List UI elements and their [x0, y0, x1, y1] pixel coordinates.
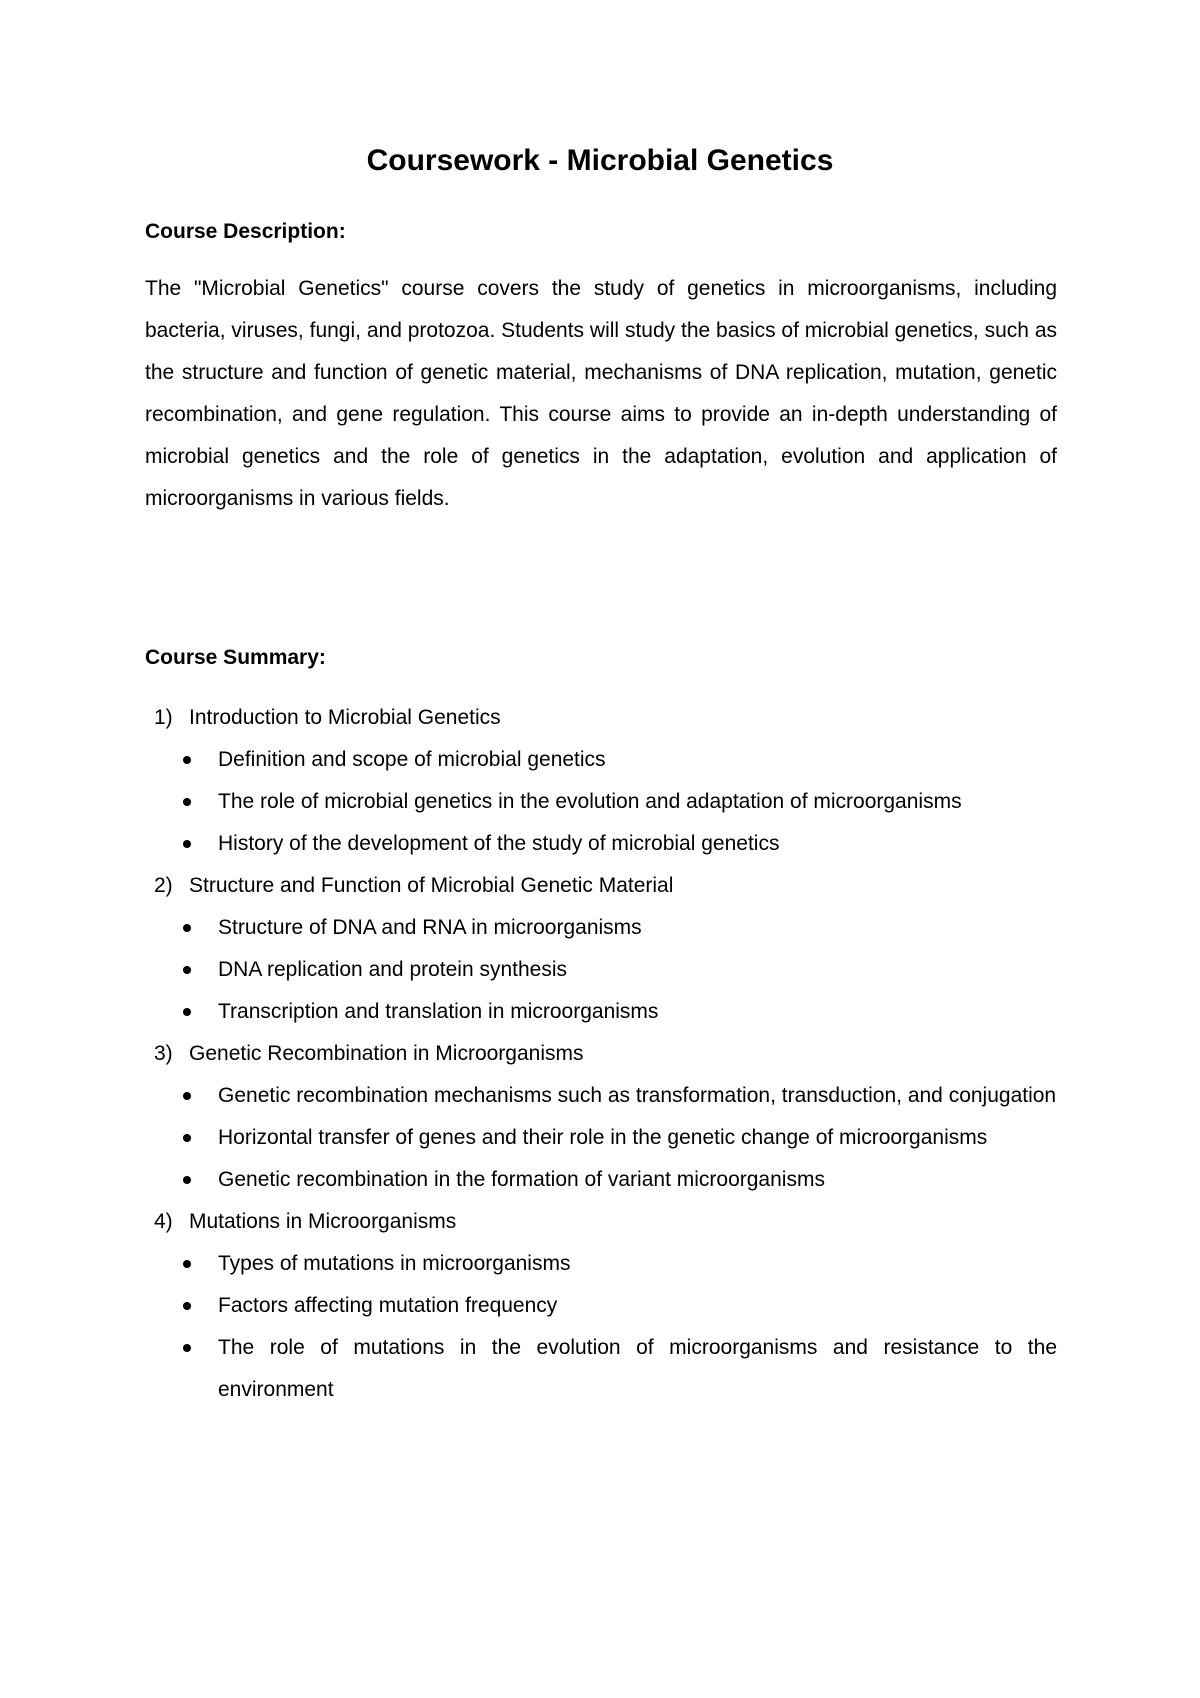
- summary-section-4: [0, 1201, 1200, 1411]
- topic-text: The role of mutations in the evolution of microorganisms and resistance to the environment: [218, 1336, 1057, 1401]
- course-description-text: The "Microbial Genetics" course covers the study of genetics in microorganisms, including bacteria, viruses, fungi, and protozoa. Students will study the basics of microbial genetics, such as the structure and function of genetic material, mechanisms of DNA replication, mutation, genetic recombination, and gene regulation. This course aims to provide an in-depth understanding of microbial genetics and the role of genetics in the adaptation, evolution and application of microorganisms in various fields.: [145, 277, 1057, 510]
- topic-item: [0, 781, 1057, 823]
- section-title: Mutations in Microorganisms: [189, 1210, 457, 1233]
- section-title-row: [0, 1201, 1057, 1243]
- course-description-heading: Course Description:: [145, 220, 346, 243]
- bullet-icon: [183, 798, 191, 806]
- topic-text: History of the development of the study of microbial genetics: [218, 832, 780, 855]
- section-number: 2): [154, 874, 173, 897]
- topic-item: [0, 1285, 1057, 1327]
- section-title: Introduction to Microbial Genetics: [189, 706, 501, 729]
- section-number: 1): [154, 706, 173, 729]
- bullet-icon: [183, 1260, 191, 1268]
- section-title: Structure and Function of Microbial Genetic Material: [189, 874, 674, 897]
- bullet-icon: [183, 1092, 191, 1100]
- topic-text: Transcription and translation in microorganisms: [218, 1000, 659, 1023]
- section-title-row: [0, 865, 1057, 907]
- bullet-icon: [183, 756, 191, 764]
- topic-text: DNA replication and protein synthesis: [218, 958, 568, 981]
- section-title-row: [0, 1033, 1057, 1075]
- topic-item: [0, 991, 1057, 1033]
- course-summary-heading: Course Summary:: [145, 646, 326, 669]
- bullet-icon: [183, 1008, 191, 1016]
- topic-item: [0, 1117, 1057, 1159]
- course-summary-list: [0, 697, 1200, 1411]
- section-title-row: [0, 697, 1057, 739]
- topic-text: Genetic recombination mechanisms such as transformation, transduction, and conjugation: [218, 1084, 1057, 1107]
- topic-item: [0, 1243, 1057, 1285]
- section-topics: [0, 739, 1200, 865]
- topic-text: Definition and scope of microbial genetics: [218, 748, 606, 771]
- topic-item: [0, 1159, 1057, 1201]
- topic-text: Types of mutations in microorganisms: [218, 1252, 571, 1275]
- topic-text: Genetic recombination in the formation of variant microorganisms: [218, 1168, 825, 1191]
- topic-item: [0, 823, 1057, 865]
- section-topics: [0, 1243, 1200, 1411]
- summary-section-3: [0, 1033, 1200, 1201]
- section-title: Genetic Recombination in Microorganisms: [189, 1042, 584, 1065]
- section-number: 3): [154, 1042, 173, 1065]
- topic-item: [0, 1075, 1057, 1117]
- topic-text: The role of microbial genetics in the evolution and adaptation of microorganisms: [218, 790, 962, 813]
- bullet-icon: [183, 1302, 191, 1310]
- bullet-icon: [183, 924, 191, 932]
- summary-section-1: [0, 697, 1200, 865]
- topic-item: [0, 949, 1057, 991]
- section-topics: [0, 907, 1200, 1033]
- topic-text: Factors affecting mutation frequency: [218, 1294, 558, 1317]
- topic-item: [0, 1327, 1057, 1411]
- bullet-icon: [183, 840, 191, 848]
- topic-text: Horizontal transfer of genes and their role in the genetic change of microorganisms: [218, 1126, 988, 1149]
- section-number: 4): [154, 1210, 173, 1233]
- section-topics: [0, 1075, 1200, 1201]
- bullet-icon: [183, 1344, 191, 1352]
- bullet-icon: [183, 966, 191, 974]
- topic-item: [0, 739, 1057, 781]
- bullet-icon: [183, 1134, 191, 1142]
- summary-section-2: [0, 865, 1200, 1033]
- topic-item: [0, 907, 1057, 949]
- page-title: Coursework - Microbial Genetics: [366, 144, 834, 177]
- bullet-icon: [183, 1176, 191, 1184]
- topic-text: Structure of DNA and RNA in microorganisms: [218, 916, 642, 939]
